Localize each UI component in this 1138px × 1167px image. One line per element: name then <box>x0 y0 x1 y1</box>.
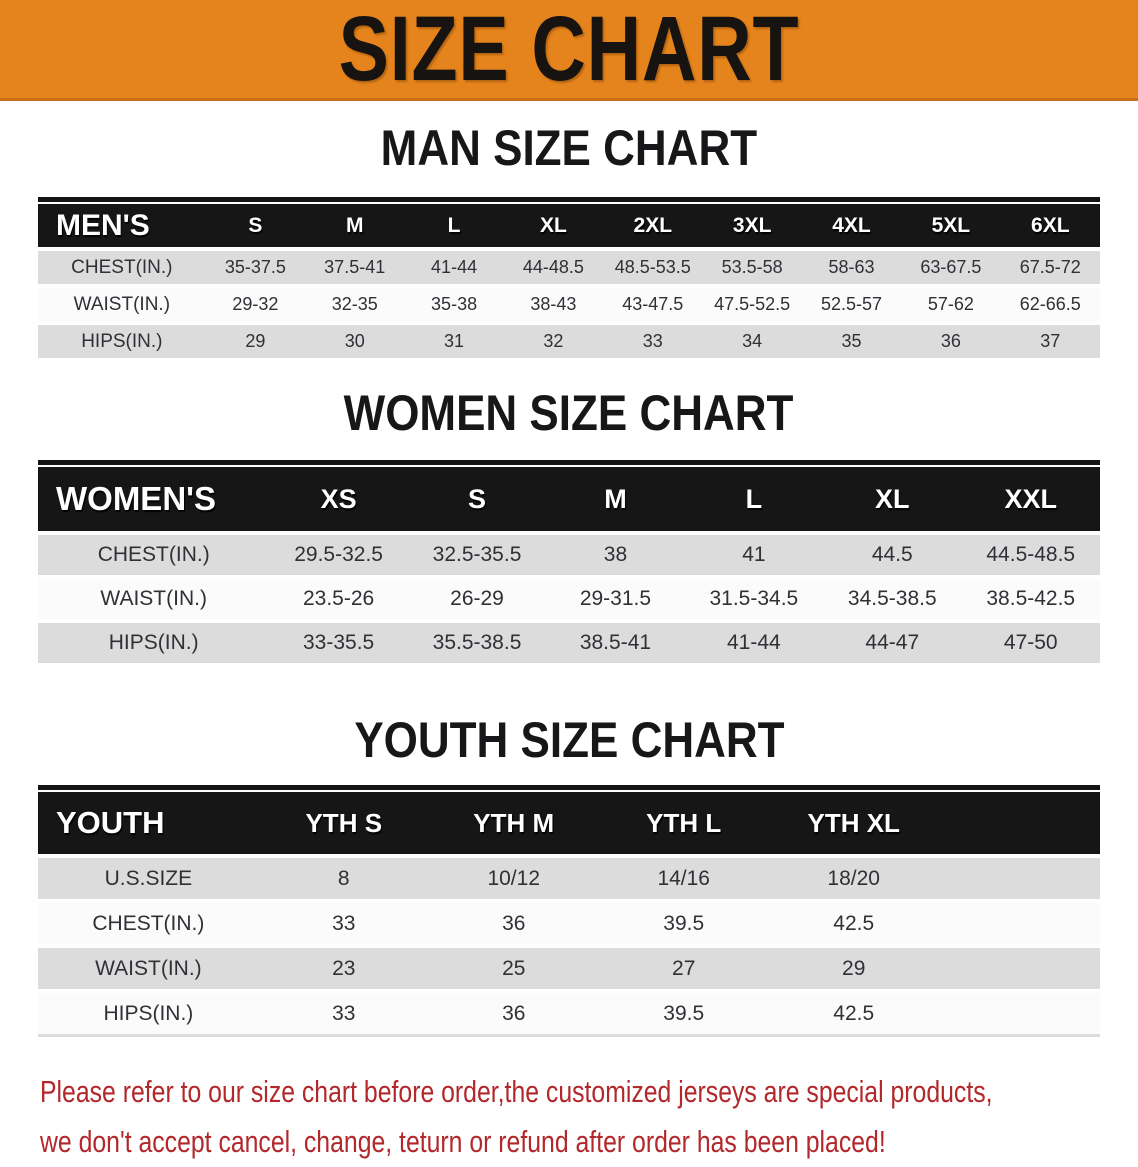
size-column-header: YTH L <box>599 792 769 854</box>
disclaimer <box>40 1067 1138 1167</box>
size-value-cell: 41 <box>685 531 823 575</box>
size-value-cell: 36 <box>901 321 1000 358</box>
size-value-cell: 26-29 <box>408 575 546 619</box>
size-value-cell: 29.5-32.5 <box>269 531 407 575</box>
size-value-cell: 33-35.5 <box>269 619 407 663</box>
youth-table-wrapper <box>38 785 1100 1037</box>
womens-table-wrapper <box>38 460 1100 663</box>
size-column-header: M <box>546 467 684 531</box>
size-column-header: XL <box>823 467 961 531</box>
measurement-label: CHEST(IN.) <box>38 531 269 575</box>
measurement-label: CHEST(IN.) <box>38 247 206 284</box>
size-value-cell: 39.5 <box>599 989 769 1034</box>
banner-title: SIZE CHART <box>338 0 800 100</box>
measurement-label: WAIST(IN.) <box>38 944 259 989</box>
size-column-header: 6XL <box>1001 204 1100 247</box>
size-value-cell: 31.5-34.5 <box>685 575 823 619</box>
man-section-heading: MAN SIZE CHART <box>380 120 758 176</box>
size-value-cell: 35 <box>802 321 901 358</box>
size-value-cell: 38.5-41 <box>546 619 684 663</box>
measurement-label: HIPS(IN.) <box>38 321 206 358</box>
size-value-cell: 47.5-52.5 <box>702 284 801 321</box>
size-value-cell: 58-63 <box>802 247 901 284</box>
size-value-cell: 63-67.5 <box>901 247 1000 284</box>
mens-size-table <box>38 204 1100 358</box>
table-title: WOMEN'S <box>38 467 269 531</box>
size-value-cell: 10/12 <box>429 854 599 899</box>
women-section-heading: WOMEN SIZE CHART <box>344 385 794 441</box>
size-value-cell: 29 <box>769 944 939 989</box>
size-column-header: YTH M <box>429 792 599 854</box>
size-value-cell: 31 <box>404 321 503 358</box>
size-value-cell: 41-44 <box>404 247 503 284</box>
table-row <box>38 854 1100 899</box>
size-value-cell: 35-38 <box>404 284 503 321</box>
size-value-cell: 27 <box>599 944 769 989</box>
size-value-cell: 38-43 <box>504 284 603 321</box>
size-value-cell: 14/16 <box>599 854 769 899</box>
size-value-cell: 33 <box>259 989 429 1034</box>
table-row <box>38 531 1100 575</box>
size-value-cell: 44.5 <box>823 531 961 575</box>
table-header-row <box>38 204 1100 247</box>
size-value-cell: 37.5-41 <box>305 247 404 284</box>
filler-cell <box>939 989 1100 1034</box>
size-value-cell: 43-47.5 <box>603 284 702 321</box>
size-column-header: XS <box>269 467 407 531</box>
table-row <box>38 989 1100 1034</box>
size-value-cell: 32 <box>504 321 603 358</box>
size-value-cell: 48.5-53.5 <box>603 247 702 284</box>
size-value-cell: 25 <box>429 944 599 989</box>
table-row <box>38 575 1100 619</box>
size-chart-banner <box>0 0 1138 101</box>
size-value-cell: 23.5-26 <box>269 575 407 619</box>
table-row <box>38 247 1100 284</box>
size-value-cell: 39.5 <box>599 899 769 944</box>
table-header-row <box>38 792 1100 854</box>
size-column-header: XL <box>504 204 603 247</box>
size-column-header: 3XL <box>702 204 801 247</box>
size-value-cell: 36 <box>429 899 599 944</box>
size-value-cell: 18/20 <box>769 854 939 899</box>
filler-cell <box>939 792 1100 854</box>
size-value-cell: 38.5-42.5 <box>962 575 1101 619</box>
filler-cell <box>939 899 1100 944</box>
size-column-header: 4XL <box>802 204 901 247</box>
size-value-cell: 32.5-35.5 <box>408 531 546 575</box>
size-value-cell: 30 <box>305 321 404 358</box>
size-column-header: 2XL <box>603 204 702 247</box>
size-value-cell: 44.5-48.5 <box>962 531 1101 575</box>
size-column-header: L <box>685 467 823 531</box>
size-value-cell: 41-44 <box>685 619 823 663</box>
size-value-cell: 62-66.5 <box>1001 284 1100 321</box>
size-value-cell: 32-35 <box>305 284 404 321</box>
size-value-cell: 37 <box>1001 321 1100 358</box>
size-value-cell: 42.5 <box>769 899 939 944</box>
filler-cell <box>939 944 1100 989</box>
filler-cell <box>939 854 1100 899</box>
disclaimer-line: we don't accept cancel, change, teturn or refund after order has been placed! <box>40 1124 886 1159</box>
youth-size-chart-section <box>0 712 1138 1037</box>
measurement-label: HIPS(IN.) <box>38 619 269 663</box>
table-title: YOUTH <box>38 792 259 854</box>
measurement-label: WAIST(IN.) <box>38 575 269 619</box>
man-size-chart-section <box>0 120 1138 358</box>
table-header-row <box>38 467 1100 531</box>
table-row <box>38 899 1100 944</box>
youth-section-heading: YOUTH SIZE CHART <box>353 712 785 768</box>
size-value-cell: 8 <box>259 854 429 899</box>
size-value-cell: 44-47 <box>823 619 961 663</box>
size-column-header: YTH XL <box>769 792 939 854</box>
size-value-cell: 67.5-72 <box>1001 247 1100 284</box>
measurement-label: HIPS(IN.) <box>38 989 259 1034</box>
size-column-header: S <box>206 204 305 247</box>
size-value-cell: 44-48.5 <box>504 247 603 284</box>
size-value-cell: 53.5-58 <box>702 247 801 284</box>
table-row <box>38 284 1100 321</box>
size-value-cell: 29-32 <box>206 284 305 321</box>
size-column-header: M <box>305 204 404 247</box>
size-value-cell: 29-31.5 <box>546 575 684 619</box>
table-row <box>38 619 1100 663</box>
size-value-cell: 36 <box>429 989 599 1034</box>
women-size-chart-section <box>0 385 1138 663</box>
disclaimer-line: Please refer to our size chart before order,the customized jerseys are special products, <box>40 1074 993 1109</box>
youth-size-table <box>38 792 1100 1034</box>
womens-size-table <box>38 467 1100 663</box>
measurement-label: WAIST(IN.) <box>38 284 206 321</box>
size-value-cell: 57-62 <box>901 284 1000 321</box>
size-value-cell: 33 <box>603 321 702 358</box>
size-column-header: L <box>404 204 503 247</box>
size-value-cell: 34 <box>702 321 801 358</box>
table-row <box>38 944 1100 989</box>
mens-table-wrapper <box>38 197 1100 358</box>
size-value-cell: 33 <box>259 899 429 944</box>
size-column-header: 5XL <box>901 204 1000 247</box>
size-column-header: XXL <box>962 467 1101 531</box>
measurement-label: CHEST(IN.) <box>38 899 259 944</box>
size-column-header: YTH S <box>259 792 429 854</box>
size-column-header: S <box>408 467 546 531</box>
size-value-cell: 35-37.5 <box>206 247 305 284</box>
size-value-cell: 23 <box>259 944 429 989</box>
size-value-cell: 38 <box>546 531 684 575</box>
size-value-cell: 34.5-38.5 <box>823 575 961 619</box>
measurement-label: U.S.SIZE <box>38 854 259 899</box>
table-row <box>38 321 1100 358</box>
size-value-cell: 47-50 <box>962 619 1101 663</box>
size-value-cell: 52.5-57 <box>802 284 901 321</box>
size-value-cell: 29 <box>206 321 305 358</box>
table-title: MEN'S <box>38 204 206 247</box>
size-value-cell: 42.5 <box>769 989 939 1034</box>
size-value-cell: 35.5-38.5 <box>408 619 546 663</box>
